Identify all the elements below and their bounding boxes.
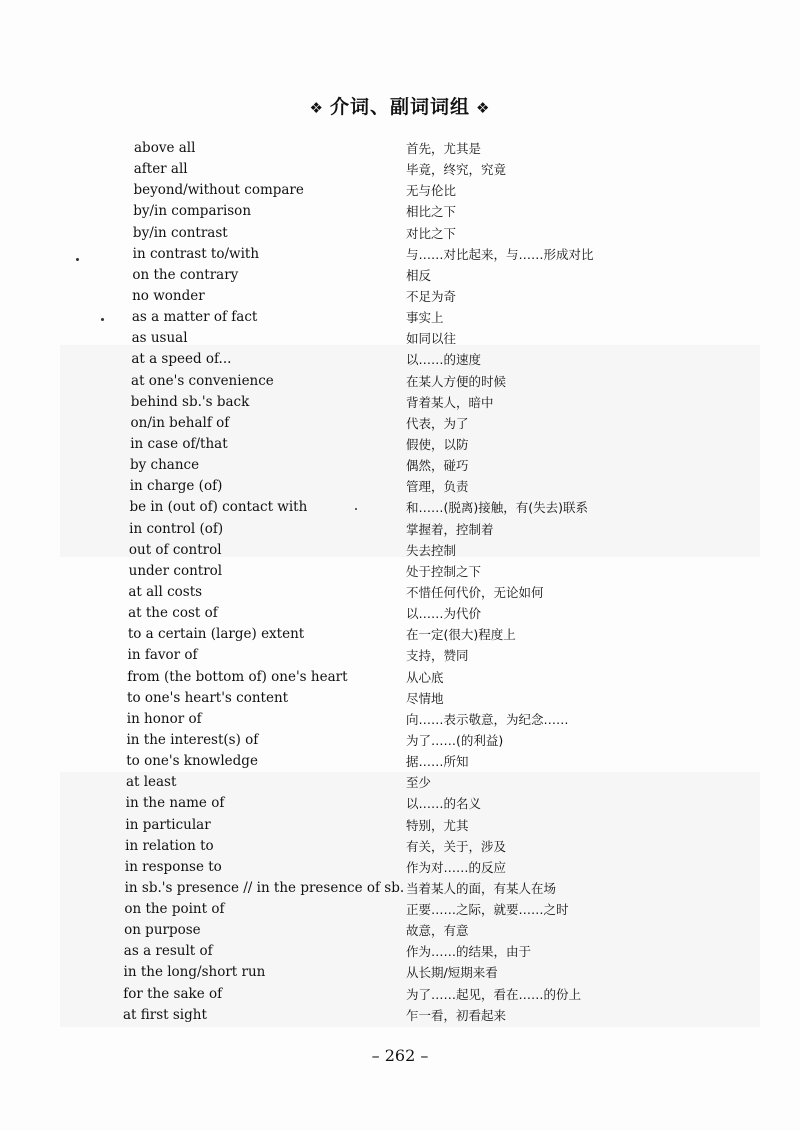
list-item bbox=[0, 540, 800, 561]
phrase-english: by chance bbox=[129, 457, 200, 474]
list-item bbox=[0, 455, 800, 476]
phrase-english: at the cost of bbox=[128, 605, 218, 622]
list-item bbox=[0, 223, 800, 244]
list-item bbox=[0, 286, 800, 307]
phrase-chinese: 不惜任何代价，无论如何 bbox=[406, 584, 544, 600]
list-item bbox=[0, 519, 800, 540]
phrase-chinese: 无与伦比 bbox=[406, 183, 457, 199]
list-item bbox=[0, 878, 800, 899]
phrase-chinese: 事实上 bbox=[406, 310, 444, 326]
phrase-english: behind sb.'s back bbox=[130, 393, 250, 410]
phrase-english: in control (of) bbox=[129, 520, 224, 537]
phrase-english: as a matter of fact bbox=[131, 309, 258, 326]
phrase-english: in contrast to/with bbox=[132, 245, 260, 262]
phrase-english: at first sight bbox=[123, 1006, 207, 1023]
phrase-chinese: 在某人方便的时候 bbox=[406, 373, 507, 389]
phrase-chinese: 特别，尤其 bbox=[406, 817, 469, 833]
phrase-english: in sb.'s presence // in the presence of sb. bbox=[124, 879, 405, 896]
list-item bbox=[0, 476, 800, 497]
list-item bbox=[0, 328, 800, 349]
list-item bbox=[0, 645, 800, 666]
phrase-english: in charge (of) bbox=[129, 478, 223, 495]
phrase-english: in response to bbox=[124, 858, 222, 875]
phrase-chinese: 毕竟，终究，究竟 bbox=[406, 162, 507, 178]
phrase-english: from (the bottom of) one's heart bbox=[127, 668, 348, 685]
phrase-chinese: 管理，负责 bbox=[406, 479, 469, 495]
phrase-chinese: 相反 bbox=[406, 267, 432, 283]
phrase-english: at one's convenience bbox=[131, 372, 274, 389]
phrase-english: as a result of bbox=[123, 943, 213, 960]
list-item bbox=[0, 1005, 800, 1026]
list-item bbox=[0, 857, 800, 878]
list-item bbox=[0, 730, 800, 751]
phrase-chinese: 首先，尤其是 bbox=[406, 141, 482, 156]
phrase-english: in case of/that bbox=[130, 435, 228, 452]
list-item bbox=[0, 899, 800, 920]
phrase-chinese: 如同以往 bbox=[406, 331, 457, 347]
list-item bbox=[0, 159, 800, 180]
phrase-chinese: 假使，以防 bbox=[406, 436, 469, 452]
list-item bbox=[0, 603, 800, 624]
phrase-chinese: 掌握着，控制着 bbox=[406, 521, 494, 537]
phrase-english: be in (out of) contact with bbox=[129, 499, 308, 516]
list-item bbox=[0, 371, 800, 392]
phrase-english: at least bbox=[125, 774, 177, 791]
list-item bbox=[0, 434, 800, 455]
phrase-list bbox=[0, 138, 800, 1026]
phrase-chinese: 以……为代价 bbox=[406, 606, 482, 622]
phrase-chinese: 尽情地 bbox=[406, 690, 444, 706]
phrase-chinese: 从长期/短期来看 bbox=[406, 965, 498, 981]
phrase-chinese: 据……所知 bbox=[406, 754, 469, 770]
phrase-chinese: 背着某人，暗中 bbox=[406, 394, 494, 410]
phrase-english: by/in comparison bbox=[133, 203, 252, 220]
phrase-chinese: 支持，赞同 bbox=[406, 648, 469, 664]
phrase-chinese: 当着某人的面，有某人在场 bbox=[406, 880, 557, 896]
phrase-english: out of control bbox=[128, 541, 222, 558]
list-item bbox=[0, 307, 800, 328]
list-item bbox=[0, 265, 800, 286]
phrase-chinese: 在一定(很大)程度上 bbox=[406, 627, 516, 643]
phrase-english: in favor of bbox=[127, 647, 198, 664]
phrase-chinese: 代表，为了 bbox=[406, 415, 469, 431]
phrase-chinese: 对比之下 bbox=[406, 225, 457, 241]
phrase-english: under control bbox=[128, 562, 223, 579]
phrase-chinese: 以……的名义 bbox=[406, 796, 482, 812]
phrase-chinese: 处于控制之下 bbox=[406, 563, 482, 579]
list-item bbox=[0, 561, 800, 582]
phrase-chinese: 和……(脱离)接触，有(失去)联系 bbox=[406, 500, 589, 516]
phrase-chinese: 正要……之际，就要……之时 bbox=[406, 902, 569, 918]
phrase-english: in the name of bbox=[125, 795, 225, 812]
list-item bbox=[0, 984, 800, 1005]
phrase-chinese: 乍一看，初看起来 bbox=[406, 1007, 507, 1023]
phrase-english: above all bbox=[134, 140, 196, 156]
list-item bbox=[0, 709, 800, 730]
phrase-english: on/in behalf of bbox=[130, 414, 230, 431]
page-title bbox=[0, 92, 800, 119]
phrase-english: on the contrary bbox=[132, 266, 239, 283]
phrase-english: for the sake of bbox=[123, 985, 223, 1002]
phrase-english: as usual bbox=[131, 330, 188, 347]
diamond-icon: ❖ bbox=[476, 99, 491, 117]
phrase-chinese: 不足为奇 bbox=[406, 288, 457, 304]
phrase-chinese: 相比之下 bbox=[406, 204, 457, 220]
list-item bbox=[0, 624, 800, 645]
phrase-english: on the point of bbox=[124, 901, 225, 918]
phrase-english: after all bbox=[133, 161, 188, 178]
list-item bbox=[0, 688, 800, 709]
phrase-english: in the interest(s) of bbox=[126, 731, 259, 748]
page-title-text: 介词、副词词组 bbox=[329, 96, 470, 118]
phrase-chinese: 为了……(的利益) bbox=[406, 732, 504, 748]
phrase-chinese: 作为对……的反应 bbox=[406, 859, 507, 875]
list-item bbox=[0, 772, 800, 793]
list-item bbox=[0, 941, 800, 962]
phrase-chinese: 以……的速度 bbox=[406, 352, 482, 368]
diamond-icon: ❖ bbox=[309, 99, 324, 117]
phrase-chinese: 向……表示敬意，为纪念…… bbox=[406, 711, 569, 727]
list-item bbox=[0, 392, 800, 413]
phrase-chinese: 失去控制 bbox=[406, 542, 457, 558]
phrase-english: in relation to bbox=[125, 837, 214, 854]
phrase-english: at all costs bbox=[128, 583, 203, 600]
phrase-english: in particular bbox=[125, 816, 211, 833]
phrase-chinese: 从心底 bbox=[406, 669, 444, 685]
phrase-english: to one's knowledge bbox=[126, 753, 258, 770]
page-number: – 262 – bbox=[371, 1046, 429, 1065]
phrase-english: to a certain (large) extent bbox=[127, 626, 305, 643]
phrase-english: in honor of bbox=[126, 710, 202, 727]
list-item bbox=[0, 244, 800, 265]
phrase-chinese: 故意，有意 bbox=[406, 923, 469, 939]
list-item bbox=[0, 349, 800, 370]
phrase-english: by/in contrast bbox=[132, 224, 228, 241]
list-item bbox=[0, 920, 800, 941]
phrase-english: on purpose bbox=[124, 922, 201, 939]
phrase-chinese: 作为……的结果，由于 bbox=[406, 944, 532, 960]
phrase-chinese: 与……对比起来，与……形成对比 bbox=[406, 246, 594, 262]
list-item bbox=[0, 751, 800, 772]
list-item bbox=[0, 201, 800, 222]
list-item bbox=[0, 962, 800, 983]
phrase-english: at a speed of... bbox=[131, 351, 232, 368]
list-item bbox=[0, 180, 800, 201]
phrase-english: in the long/short run bbox=[123, 964, 266, 981]
list-item bbox=[0, 138, 800, 159]
phrase-chinese: 至少 bbox=[406, 775, 432, 791]
list-item bbox=[0, 413, 800, 434]
phrase-chinese: 为了……起见，看在……的份上 bbox=[406, 986, 582, 1002]
phrase-english: beyond/without compare bbox=[133, 182, 304, 199]
list-item bbox=[0, 667, 800, 688]
phrase-english: to one's heart's content bbox=[127, 689, 289, 706]
list-item bbox=[0, 793, 800, 814]
list-item bbox=[0, 815, 800, 836]
list-item bbox=[0, 836, 800, 857]
list-item bbox=[0, 497, 800, 518]
phrase-chinese: 偶然，碰巧 bbox=[406, 458, 469, 474]
list-item bbox=[0, 582, 800, 603]
phrase-chinese: 有关，关于，涉及 bbox=[406, 838, 507, 854]
phrase-english: no wonder bbox=[132, 287, 205, 304]
